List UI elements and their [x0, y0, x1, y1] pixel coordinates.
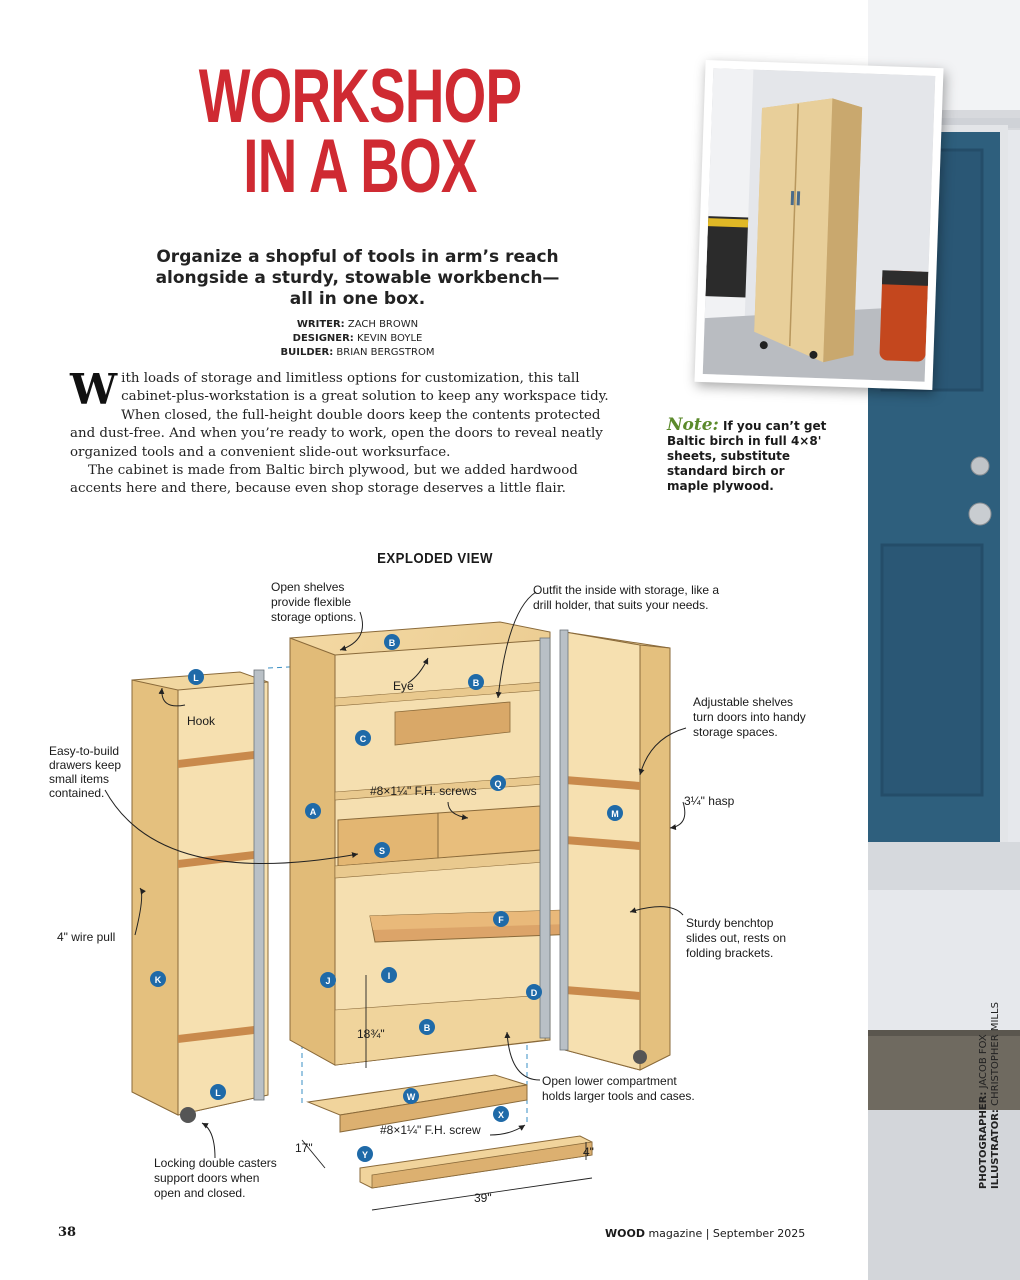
part-badge-J [320, 972, 336, 988]
part-badge-I [381, 967, 397, 983]
callout-wire-pull: 4" wire pull [57, 930, 116, 944]
note-label: Note: [667, 415, 719, 435]
callout-lower-compartment: Open lower compartment holds larger tools and cases. [542, 1074, 695, 1103]
subtitle: Organize a shopful of tools in arm’s reach alongside a sturdy, stowable workbench—all in one box. [155, 247, 560, 309]
paragraph-2: The cabinet is made from Baltic birch plywood, but we added hardwood accents here and there, because even shop storage deserves a little flair. [70, 463, 578, 497]
article-title [187, 54, 533, 209]
part-badge-B-shelf [468, 674, 484, 690]
dim-39: 39" [474, 1191, 492, 1205]
svg-text:L: L [193, 673, 199, 683]
note-box [667, 415, 827, 494]
photo-credits [978, 1002, 1002, 1189]
credits [200, 318, 515, 360]
svg-text:X: X [497, 1110, 505, 1120]
callout-open-shelves: Open shelves provide flexible storage options. [271, 580, 357, 624]
credit-photographer: PHOTOGRAPHER: JACOB FOX [978, 1034, 989, 1189]
title-line-2: IN A BOX [243, 124, 477, 209]
svg-text:C: C [359, 734, 367, 744]
part-badge-D [526, 984, 542, 1000]
svg-text:J: J [325, 976, 331, 986]
paragraph-1: With loads of storage and limitless options for customization, this tall cabinet-plus-workstation is a great solution to keep any workspace tidy. When closed, the full-height double doors keep the contents protected and dust-free. And when you’re ready to work, open the doors to reveal neatly organized tools and a convenient slide-out worksurface. [70, 365, 609, 460]
svg-text:Y: Y [361, 1150, 369, 1160]
svg-text:S: S [378, 846, 386, 856]
dim-4: 4" [583, 1145, 594, 1159]
credit-builder: BUILDER: BRIAN BERGSTROM [280, 347, 435, 358]
cabinet-photo [694, 60, 943, 390]
svg-text:Q: Q [494, 779, 502, 789]
part-badge-F [493, 911, 509, 927]
svg-text:I: I [387, 971, 391, 981]
svg-text:W: W [406, 1092, 416, 1102]
svg-text:B: B [423, 1023, 431, 1033]
part-badge-X [493, 1106, 509, 1122]
part-badge-L-top [188, 669, 204, 685]
svg-text:M: M [611, 809, 619, 819]
label-hook: Hook [187, 714, 216, 728]
dim-height: 18¾" [357, 1027, 385, 1041]
callout-outfit-inside: Outfit the inside with storage, like a drill holder, that suits your needs. [533, 583, 720, 612]
credit-designer: DESIGNER: KEVIN BOYLE [292, 333, 423, 344]
title-line-1: WORKSHOP [198, 54, 522, 139]
svg-text:D: D [530, 988, 538, 998]
right-door [560, 630, 670, 1070]
svg-text:B: B [472, 678, 480, 688]
part-badge-Y [357, 1146, 373, 1162]
part-badge-W [403, 1088, 419, 1104]
left-door [132, 670, 268, 1123]
footer-magazine: WOOD magazine | September 2025 [605, 1227, 806, 1240]
part-badge-M [607, 805, 623, 821]
callout-drawers: Easy-to-build drawers keep small items contained. [49, 744, 122, 800]
svg-text:L: L [215, 1088, 221, 1098]
label-screw-lower: #8×1¼" F.H. screw [380, 1123, 481, 1137]
callout-adjustable-shelves: Adjustable shelves turn doors into handy storage spaces. [693, 695, 806, 739]
part-badge-S [374, 842, 390, 858]
drop-cap: W [70, 365, 118, 414]
dim-17: 17" [295, 1141, 313, 1155]
exploded-view-diagram [40, 570, 860, 1230]
cabinet-photo-art [703, 68, 936, 382]
label-screws-upper: #8×1¼" F.H. screws [370, 784, 477, 798]
body-text [70, 365, 626, 499]
part-badge-Q [490, 775, 506, 791]
part-badge-B-top [384, 634, 400, 650]
svg-text:K: K [154, 975, 162, 985]
credit-writer: WRITER: ZACH BROWN [296, 319, 419, 330]
svg-text:F: F [498, 915, 504, 925]
label-eye: Eye [393, 679, 414, 693]
part-badge-A [305, 803, 321, 819]
credit-illustrator: ILLUSTRATOR: CHRISTOPHER MILLS [990, 1002, 1001, 1189]
exploded-view-title: EXPLODED VIEW [377, 550, 493, 567]
part-badge-L-bottom [210, 1084, 226, 1100]
part-badge-B-bottom [419, 1019, 435, 1035]
callout-benchtop: Sturdy benchtop slides out, rests on folding brackets. [686, 916, 787, 960]
page-number: 38 [58, 1225, 77, 1240]
part-badge-C [355, 730, 371, 746]
callout-hasp: 3¼" hasp [684, 794, 735, 808]
part-badge-K [150, 971, 166, 987]
callout-casters: Locking double casters support doors when open and closed. [154, 1156, 277, 1200]
svg-text:A: A [309, 807, 317, 817]
svg-text:B: B [388, 638, 396, 648]
note-text: If you can’t get Baltic birch in full 4×8' sheets, substitute standard birch or maple plywood. [667, 419, 827, 493]
